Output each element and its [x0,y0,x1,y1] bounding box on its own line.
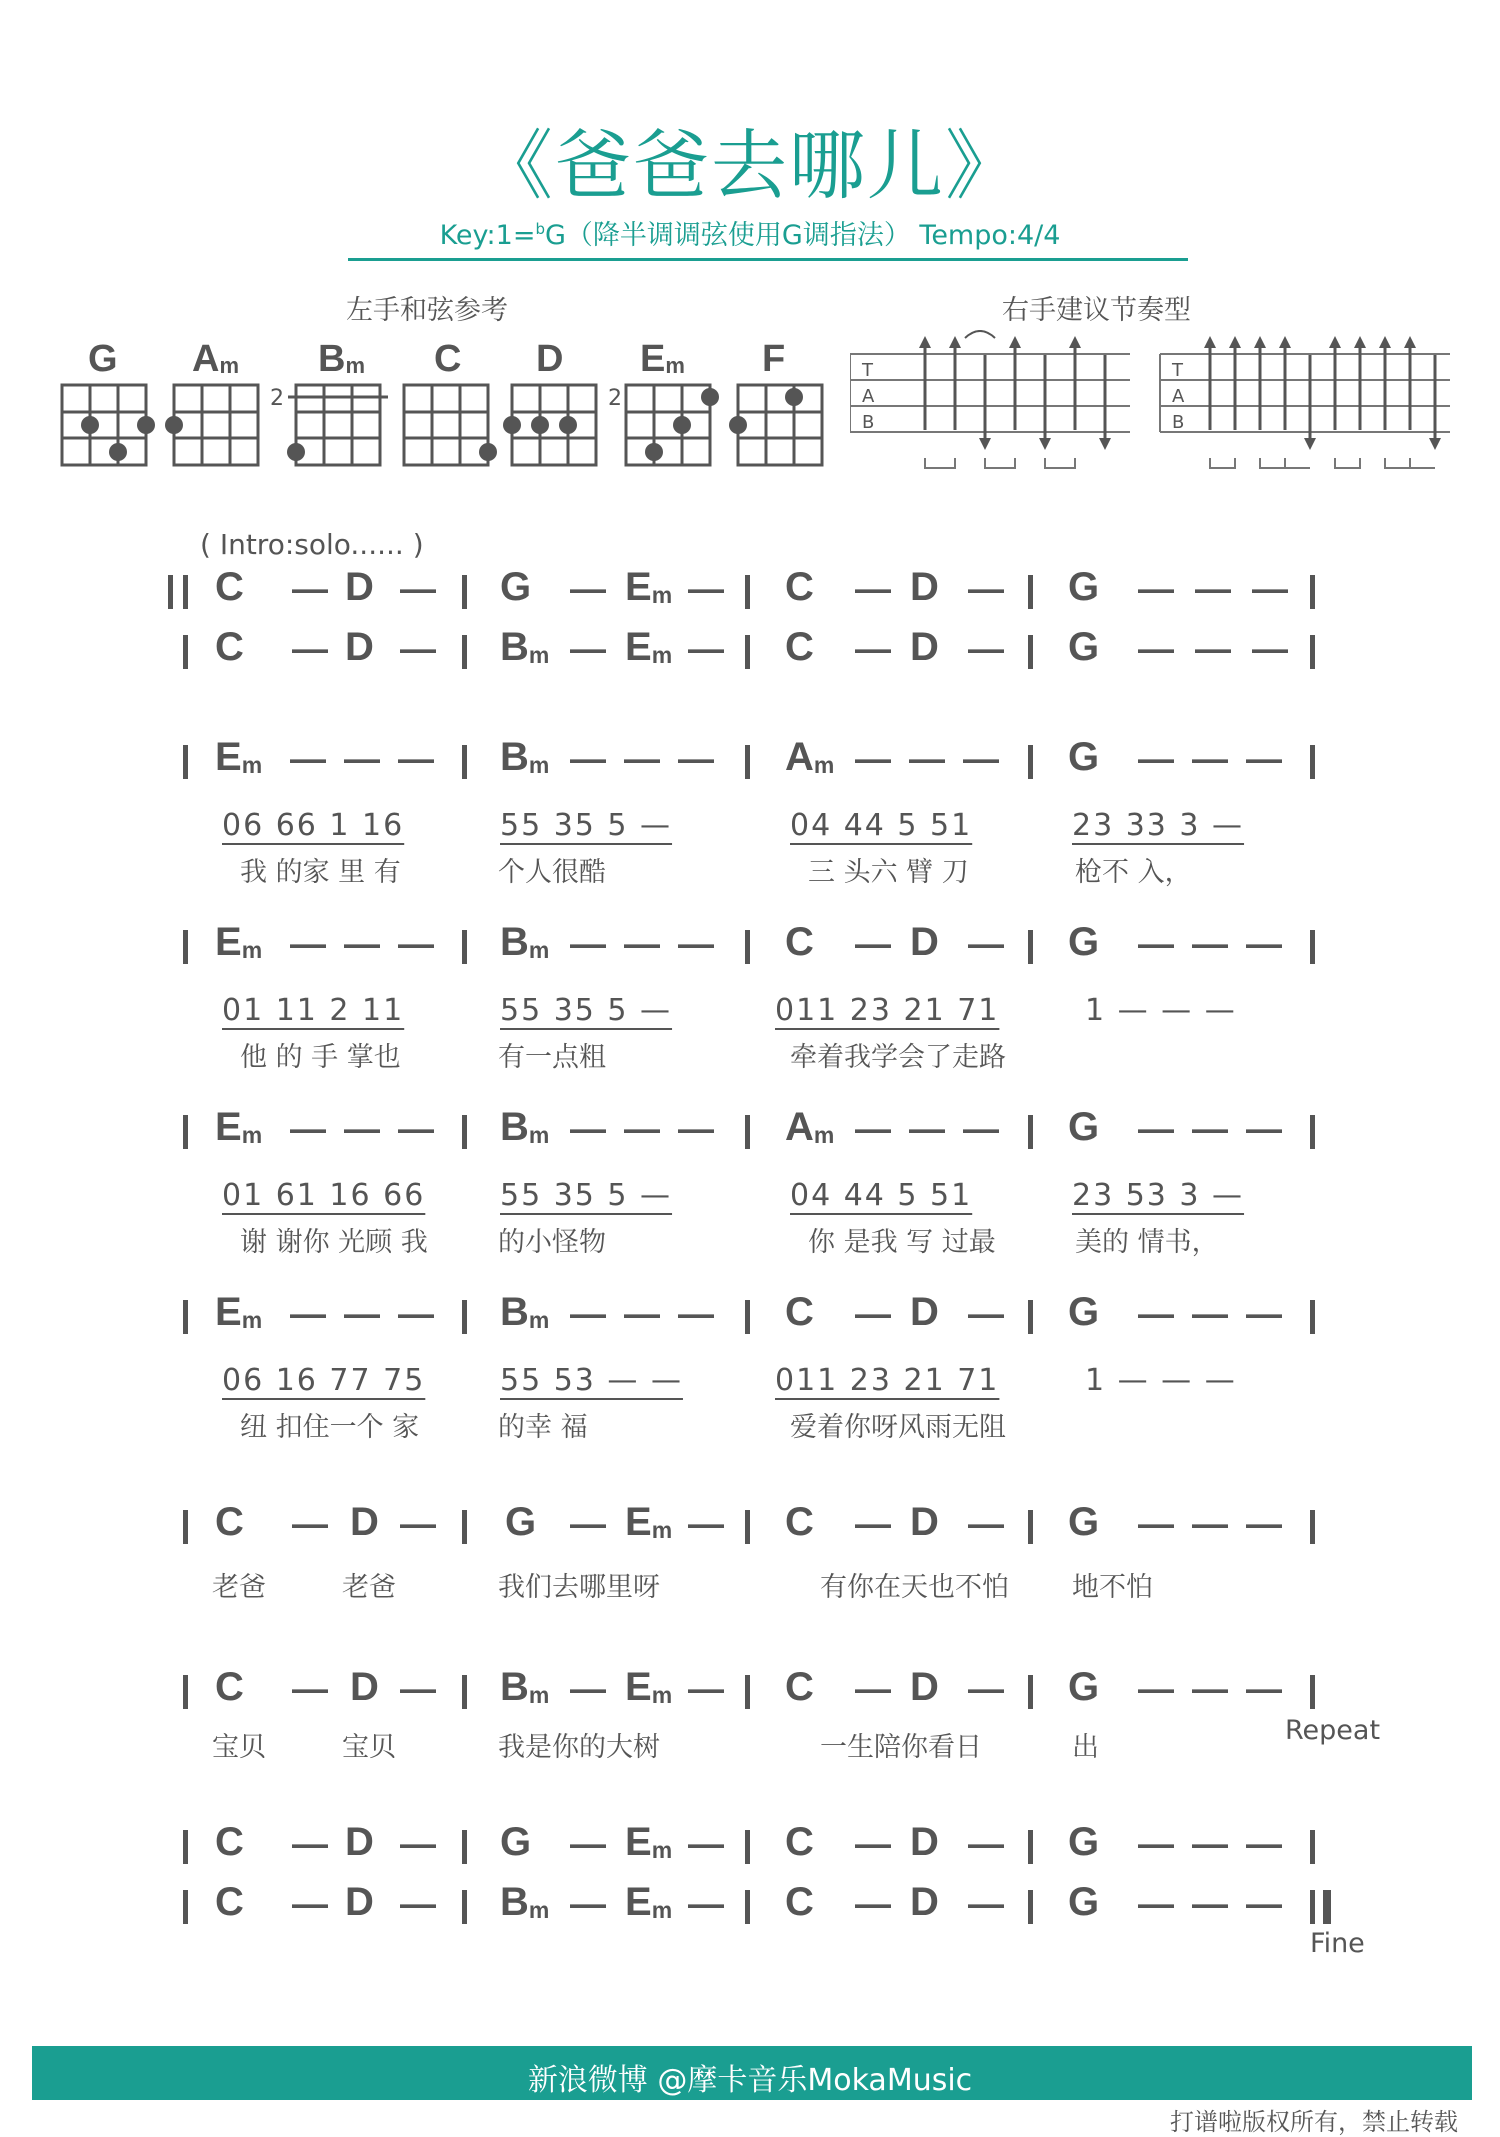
notes: 01 11 2 11 [222,993,405,1028]
notes: 04 44 5 51 [790,1178,973,1213]
svg-text:T: T [862,360,873,381]
chord: $B_m$ [500,920,550,964]
chord: C [785,1665,814,1709]
chord: C [785,565,814,609]
chord-diagram-name-g: G [88,338,118,380]
fine-marker: Fine [1310,1928,1365,1959]
chord: D [910,1290,939,1334]
chord: C [785,1820,814,1864]
lyrics: 枪不 入， [1075,857,1192,888]
chord: $A_m$ [785,735,835,779]
chord: $B_m$ [500,1880,550,1924]
notes: 23 53 3 — [1072,1178,1245,1213]
lyrics: 宝贝 [212,1732,266,1763]
chord: D [910,625,939,669]
chord: G [1068,735,1100,779]
chord: G [1068,1290,1100,1334]
lyrics: 他 的 手 掌也 [240,1042,401,1073]
chord: D [345,625,374,669]
notes: 1 — — — [1085,1363,1237,1398]
left-hand-label: 左手和弦参考 [346,295,508,326]
chord: C [215,1665,244,1709]
lyrics: 我 的家 里 有 [240,857,401,888]
notes: 55 35 5 — [500,808,673,843]
chord: $E_m$ [625,1665,673,1709]
start-repeat-bar [168,575,173,609]
chord-diagram-name-f: F [762,338,786,380]
notes: 1 — — — [1085,993,1237,1028]
chord: G [1068,625,1100,669]
chord: G [1068,1820,1100,1864]
svg-text:T: T [1172,360,1183,381]
chord: $B_m$ [500,735,550,779]
copyright-notice: 打谱啦版权所有，禁止转载 [1170,2108,1458,2136]
lyrics: 你 是我 写 过最 [808,1227,996,1258]
chord: C [785,625,814,669]
intro-label: ( Intro:solo...... ) [200,528,424,561]
chord: C [215,1500,244,1544]
lyrics: 宝贝 [342,1732,396,1763]
chord: $E_m$ [625,565,673,609]
lyrics: 我们去哪里呀 [498,1572,660,1603]
chord: $E_m$ [215,1290,263,1334]
chord: D [910,920,939,964]
chord: $B_m$ [500,625,550,669]
lyrics: 出 [1072,1732,1099,1763]
chord: $B_m$ [500,1105,550,1149]
chord: D [910,1500,939,1544]
strum-patterns [850,330,1470,480]
chord: D [350,1500,379,1544]
chord-diagram-name-c: C [434,338,462,380]
title-underline [348,258,1188,261]
chord: $E_m$ [215,920,263,964]
chord: C [785,1500,814,1544]
chord-diagram-name-em: $E_m$ [640,338,685,380]
svg-text:A: A [862,386,875,407]
chord: $B_m$ [500,1665,550,1709]
notes: 55 35 5 — [500,993,673,1028]
chord: G [1068,565,1100,609]
chord: D [345,565,374,609]
chord: C [785,920,814,964]
chord-diagrams [0,375,850,475]
lyrics: 的小怪物 [498,1227,606,1258]
lyrics: 老爸 [212,1572,266,1603]
lyrics: 牵着我学会了走路 [790,1042,1006,1073]
chord: C [785,1880,814,1924]
chord: D [910,565,939,609]
lyrics: 有一点粗 [498,1042,606,1073]
chord: D [345,1820,374,1864]
svg-text:B: B [862,412,875,433]
chord: D [345,1880,374,1924]
notes: 23 33 3 — [1072,808,1245,843]
lyrics: 有你在天也不怕 [820,1572,1009,1603]
svg-text:A: A [1172,386,1185,407]
lyrics: 美的 情书， [1075,1227,1219,1258]
lyrics: 地不怕 [1072,1572,1153,1603]
lyrics: 爱着你呀风雨无阻 [790,1412,1006,1443]
chord-diagram-name-am: $A_m$ [192,338,240,380]
em-fret-number: 2 [608,386,622,411]
notes: 06 66 1 16 [222,808,405,843]
chord: G [1068,1665,1100,1709]
chord: D [910,1665,939,1709]
chord: G [1068,1500,1100,1544]
lyrics: 老爸 [342,1572,396,1603]
chord: $E_m$ [215,1105,263,1149]
chord: C [215,625,244,669]
notes: 011 23 21 71 [775,993,1000,1028]
bm-fret-number: 2 [270,386,284,411]
chord: D [910,1880,939,1924]
chord: $E_m$ [625,1820,673,1864]
lyrics: 一生陪你看日 [820,1732,982,1763]
notes: 011 23 21 71 [775,1363,1000,1398]
notes: 55 53 — — [500,1363,683,1398]
svg-text:B: B [1172,412,1185,433]
song-title: 《爸爸去哪儿》 [477,121,1023,210]
chord: $E_m$ [625,1880,673,1924]
key-tempo-line: Key:1=$^b$G（降半调调弦使用G调指法） Tempo:4/4 [439,220,1061,251]
lyrics: 纽 扣住一个 家 [240,1412,420,1443]
chord: C [785,1290,814,1334]
repeat-marker: Repeat [1285,1715,1381,1746]
chord: $E_m$ [215,735,263,779]
chord-diagram-name-d: D [536,338,564,380]
chord: D [350,1665,379,1709]
chord: $B_m$ [500,1290,550,1334]
footer-text: 新浪微博 @摩卡音乐MokaMusic [527,2063,973,2098]
chord: G [505,1500,537,1544]
notes: 01 61 16 66 [222,1178,426,1213]
lyrics: 三 头六 臂 刀 [808,857,969,888]
lyrics: 个人很酷 [498,857,606,888]
chord: G [1068,1880,1100,1924]
chord: $E_m$ [625,625,673,669]
lyrics: 我是你的大树 [498,1732,660,1763]
chord: G [1068,920,1100,964]
notes: 04 44 5 51 [790,808,973,843]
right-hand-label: 右手建议节奏型 [1002,295,1191,326]
chord: $A_m$ [785,1105,835,1149]
lyrics: 的幸 福 [498,1412,588,1443]
notes: 06 16 77 75 [222,1363,426,1398]
chord: C [215,1820,244,1864]
end-bar [1310,1890,1315,1924]
chord: C [215,1880,244,1924]
chord: D [910,1820,939,1864]
chord: G [500,565,532,609]
notes: 55 35 5 — [500,1178,673,1213]
chord: $E_m$ [625,1500,673,1544]
lyrics: 谢 谢你 光顾 我 [240,1227,428,1258]
chord: G [1068,1105,1100,1149]
chord-diagram-name-bm: $B_m$ [318,338,366,380]
chord: C [215,565,244,609]
chord: G [500,1820,532,1864]
